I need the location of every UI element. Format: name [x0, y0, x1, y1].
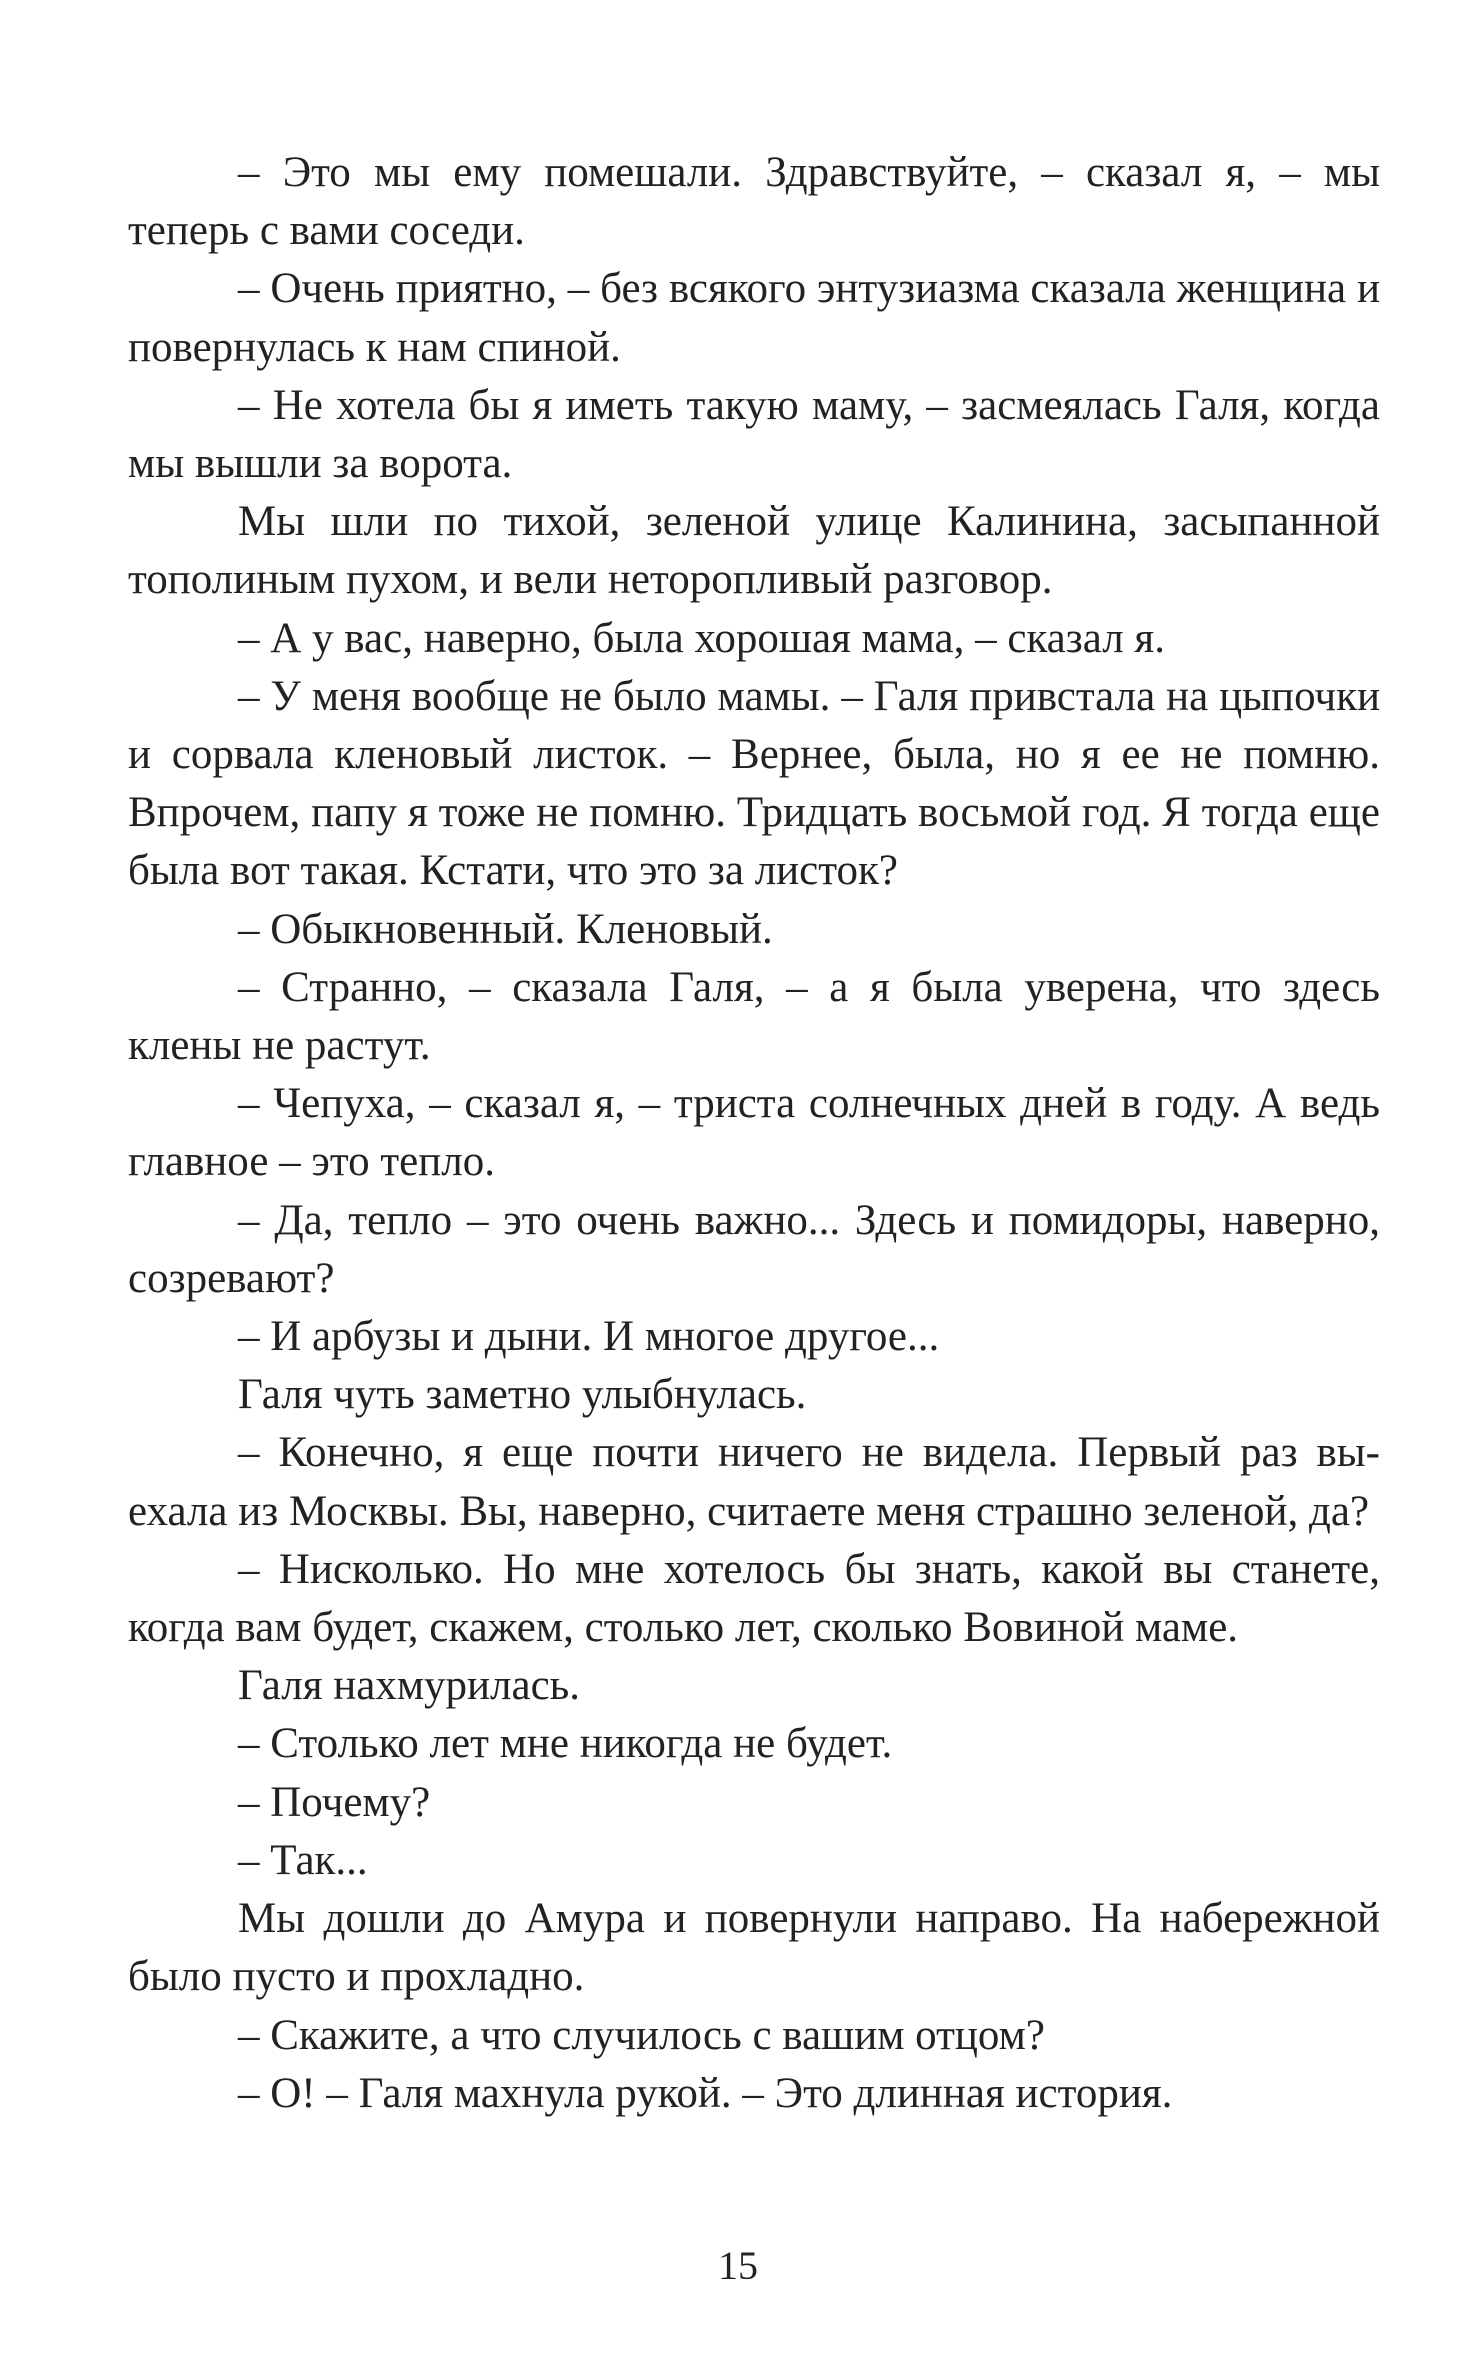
paragraph: – Это мы ему помешали. Здравствуйте, – сказал я, – мы теперь с вами соседи.	[128, 149, 1380, 255]
paragraph: – Скажите, а что случилось с вашим отцом?	[238, 2011, 1045, 2059]
page-number: 15	[718, 2243, 758, 2288]
paragraph: – О! – Галя махнула рукой. – Это длинная история.	[238, 2069, 1173, 2117]
paragraph: – Обыкновенный. Кленовый.	[238, 905, 773, 953]
paragraph: – Столько лет мне никогда не будет.	[238, 1720, 893, 1768]
paragraph: – Конечно, я еще почти ничего не видела. Первый раз выехала из Москвы. Вы, наверно, считаете меня страшно зеленой, да?	[128, 1429, 1380, 1535]
paragraph: Мы дошли до Амура и повернули направо. На набережной было пусто и прохладно.	[128, 1895, 1380, 2001]
paragraph: Галя чуть заметно улыбнулась.	[238, 1371, 807, 1419]
body-text	[128, 144, 1380, 2123]
paragraph: – Да, тепло – это очень важно... Здесь и помидоры, наверно, созревают?	[128, 1196, 1380, 1302]
paragraph: – Почему?	[238, 1778, 431, 1826]
paragraph: – Чепуха, – сказал я, – триста солнечных дней в году. А ведь главное – это тепло.	[128, 1080, 1380, 1186]
paragraph: Мы шли по тихой, зеленой улице Калинина, засыпанной тополиным пухом, и вели неторопливый разговор.	[128, 498, 1380, 604]
paragraph: – А у вас, наверно, была хорошая мама, – сказал я.	[238, 614, 1165, 662]
paragraph: – У меня вообще не было мамы. – Галя привстала на цыпочки и сорвала кленовый листок. – Вернее, была, но я ее не помню. Впрочем, папу я тоже не помню. Тридцать восьмой год. Я тогда еще была вот такая. Кстати, что это за листок?	[128, 672, 1380, 895]
paragraph: – Странно, – сказала Галя, – а я была уверена, что здесь клены не растут.	[128, 963, 1380, 1070]
paragraph: – Нисколько. Но мне хотелось бы знать, какой вы станете, когда вам будет, скажем, столько лет, сколько Вовиной маме.	[128, 1545, 1380, 1652]
paragraph: – И арбузы и дыни. И многое другое...	[238, 1313, 940, 1361]
paragraph: – Очень приятно, – без всякого энтузиазма сказала женщина и повернулась к нам спиной.	[128, 265, 1380, 371]
paragraph: Галя нахмурилась.	[238, 1662, 581, 1710]
paragraph: – Так...	[238, 1836, 368, 1884]
paragraph: – Не хотела бы я иметь такую маму, – засмеялась Галя, когда мы вышли за ворота.	[128, 381, 1380, 488]
